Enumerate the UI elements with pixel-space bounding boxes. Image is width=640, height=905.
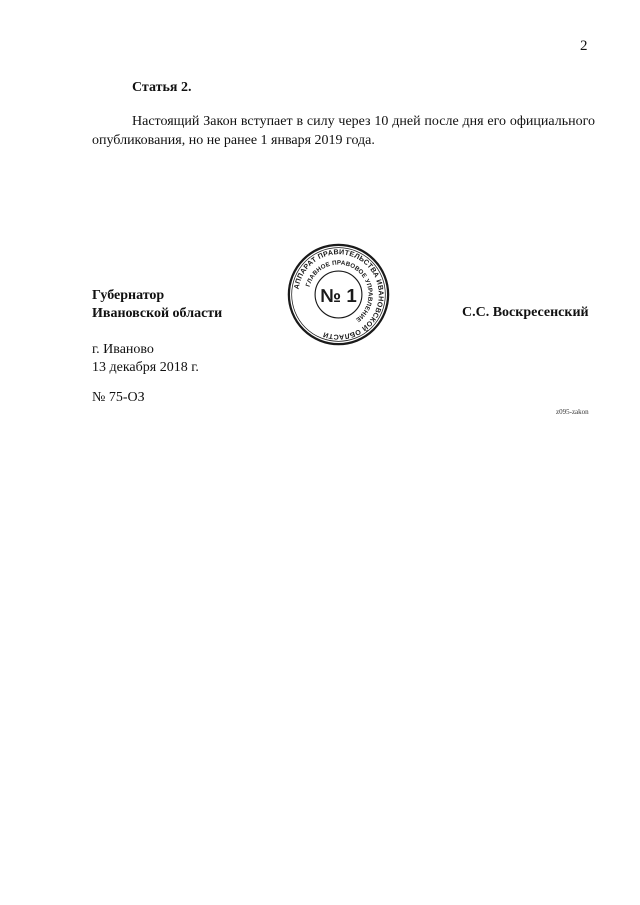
signatory-position <box>92 287 222 323</box>
page-number: 2 <box>580 38 588 54</box>
stamp-outer-text: АППАРАТ ПРАВИТЕЛЬСТВА ИВАНОВСКОЙ ОБЛАСТИ <box>292 248 385 341</box>
official-stamp <box>287 243 390 346</box>
place: г. Иваново <box>92 342 154 357</box>
date: 13 декабря 2018 г. <box>92 360 199 375</box>
law-number: № 75-ОЗ <box>92 390 145 405</box>
stamp-number: № 1 <box>320 284 357 306</box>
place-date-block <box>92 341 199 377</box>
signatory-position-line2: Ивановской области <box>92 306 223 321</box>
stamp-inner-text: ГЛАВНОЕ ПРАВОВОЕ УПРАВЛЕНИЕ <box>304 259 374 324</box>
file-code: z095-zakon <box>556 408 589 416</box>
signer-name: С.С. Воскресенский <box>462 305 589 320</box>
signatory-position-line1: Губернатор <box>92 288 165 303</box>
article-body: Настоящий Закон вступает в силу через 10 дней после дня его официального опубликования, но не ранее 1 января 2019 года. <box>92 114 595 148</box>
article-title: Статья 2. <box>132 80 192 95</box>
